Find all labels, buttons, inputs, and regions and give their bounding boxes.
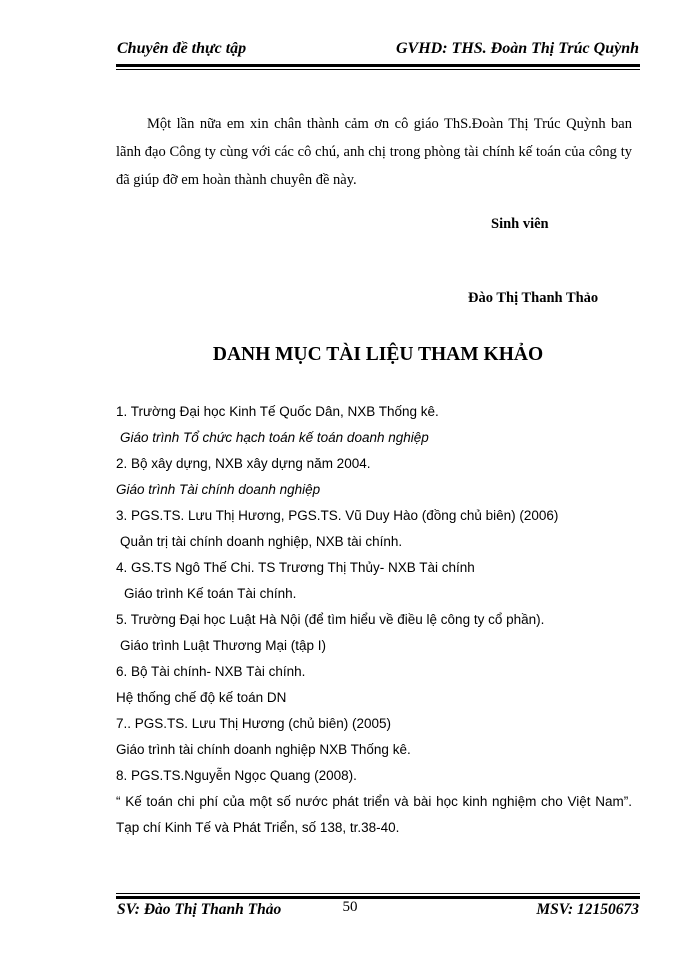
header-supervisor: GVHD: THS. Đoàn Thị Trúc Quỳnh <box>396 40 639 57</box>
reference-item: 5. Trường Đại học Luật Hà Nội (để tìm hiểu về điều lệ công ty cổ phần). <box>116 612 545 627</box>
reference-book-title: Giáo trình Tổ chức hạch toán kế toán doanh nghiệp <box>120 430 429 445</box>
references-list <box>116 399 632 841</box>
reference-item: 6. Bộ Tài chính- NXB Tài chính. <box>116 664 306 679</box>
reference-book-title: Giáo trình Tài chính doanh nghiệp <box>116 482 321 497</box>
reference-book-title: Giáo trình Luật Thương Mại (tập I) <box>120 638 326 653</box>
reference-article: “ Kế toán chi phí của một số nước phát triển và bài học kinh nghiệm cho Việt Nam”. Tạp chí Kinh Tế và Phát Triển, số 138, tr.38-40. <box>116 794 632 835</box>
signature-name: Đào Thị Thanh Thảo <box>468 290 599 306</box>
references-title: DANH MỤC TÀI LIỆU THAM KHẢO <box>212 344 544 365</box>
footer-student-id: MSV: 12150673 <box>536 901 639 918</box>
reference-item: 7.. PGS.TS. Lưu Thị Hương (chủ biên) (2005) <box>116 716 392 731</box>
reference-item: 4. GS.TS Ngô Thế Chi. TS Trương Thị Thủy- NXB Tài chính <box>116 560 475 575</box>
footer-rule-thin <box>116 893 640 894</box>
acknowledgement-text: Một lần nữa em xin chân thành cảm ơn cô giáo ThS.Đoàn Thị Trúc Quỳnh ban lãnh đạo Công ty cùng với các cô chú, anh chị trong phòng tài chính kế toán của công ty đã giúp đỡ em hoàn thành chuyên đề này. <box>116 116 632 188</box>
page-number: 50 <box>342 899 358 915</box>
header-rule-thick <box>116 64 640 67</box>
acknowledgement-paragraph <box>116 110 632 194</box>
header-rule-thin <box>116 69 640 70</box>
reference-item: 3. PGS.TS. Lưu Thị Hương, PGS.TS. Vũ Duy Hào (đồng chủ biên) (2006) <box>116 508 559 523</box>
reference-item: 2. Bộ xây dựng, NXB xây dựng năm 2004. <box>116 456 371 471</box>
reference-book-title: Quản trị tài chính doanh nghiệp, NXB tài chính. <box>120 534 403 549</box>
reference-book-title: Giáo trình tài chính doanh nghiệp NXB Thống kê. <box>116 742 411 757</box>
reference-book-title: Giáo trình Kế toán Tài chính. <box>124 586 297 601</box>
signature-role: Sinh viên <box>491 216 549 232</box>
reference-book-title: Hệ thống chế độ kế toán DN <box>116 690 287 705</box>
header-topic: Chuyên đề thực tập <box>117 40 247 57</box>
reference-item: 1. Trường Đại học Kinh Tế Quốc Dân, NXB Thống kê. <box>116 404 439 419</box>
reference-item: 8. PGS.TS.Nguyễn Ngọc Quang (2008). <box>116 768 357 783</box>
footer-student: SV: Đào Thị Thanh Thảo <box>117 901 282 918</box>
